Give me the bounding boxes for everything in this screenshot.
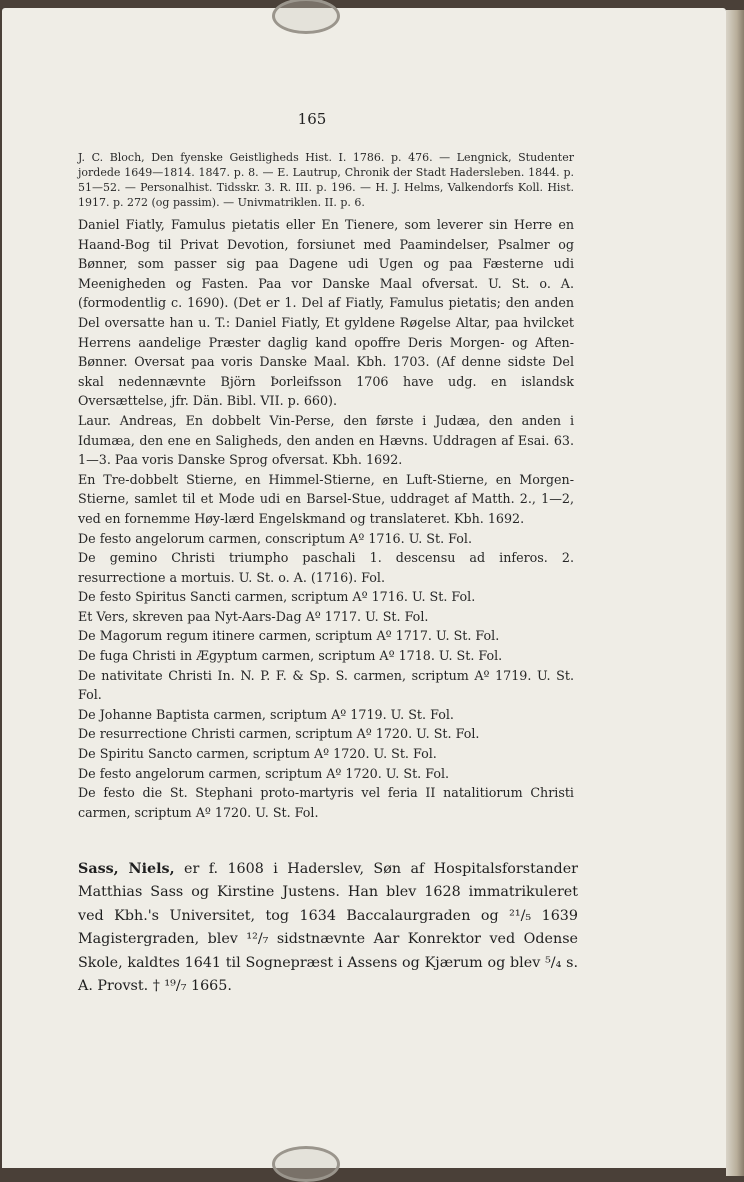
paragraph-text: De festo Spiritus Sancti carmen, scriptum Aº 1716. U. St. Fol. [78, 589, 476, 605]
paragraph-text: De gemino Christi triumpho paschali 1. descensu ad inferos. 2. resurrectione a mortuis. U. St. o. A. (1716). Fol. [78, 550, 574, 585]
references-block: J. C. Bloch, Den fyenske Geistligheds Hist. I. 1786. p. 476. — Lengnick, Studenter jordede 1649—1814. 1847. p. 8. — E. Lautrup, Chronik der Stadt Hadersleben. 1844. p. 51—52. — Personalhist. Tidsskr. 3. R. III. p. 196. — H. J. Helms, Valkendorfs Koll. Hist. 1917. p. 272 (og passim). — Univmatriklen. II. p. 6. [78, 151, 574, 209]
paragraph [78, 587, 574, 607]
paragraph-text: Daniel Fiatly, Famulus pietatis eller En Tienere, som leverer sin Herre en Haand-Bog til Privat Devotion, forsiunet med Paamindelser, Psalmer og Bønner, som passer sig paa Dagene udi Ugen og paa Fæsterne udi Meenigheden og Fasten. Paa vor Danske Maal ofversat. U. St. o. A. (formodentlig c. 1690). (Det er 1. Del af Fiatly, Famulus pietatis; den anden Del oversatte han u. T.: Daniel Fiatly, Et gyldene Røgelse Altar, paa hvilcket Herrens aandelige Præster daglig kand opoffre Deris Morgen- og Aften-Bønner. Oversat paa voris Danske Maal. Kbh. 1703. (Af denne sidste Del skal nedennævnte Björn Þorleifsson 1706 have udg. en islandsk Oversættelse, jfr. Dän. Bibl. VII. p. 660). [78, 217, 574, 409]
biography-name: Sass, Niels, [78, 861, 175, 877]
paragraph-text: En Tre-dobbelt Stierne, en Himmel-Stierne, en Luft-Stierne, en Morgen-Stierne, samlet til et Mode udi en Barsel-Stue, uddraget af Matth. 2., 1—2, ved en fornemme Høy-lærd Engelskmand og translateret. Kbh. 1692. [78, 471, 574, 526]
biography-entry [78, 858, 578, 998]
paragraph [78, 470, 574, 529]
paragraph-text: De Magorum regum itinere carmen, scriptum Aº 1717. U. St. Fol. [78, 628, 500, 644]
paragraph [78, 764, 574, 784]
paragraph [78, 626, 574, 646]
paragraph-text: De fuga Christi in Ægyptum carmen, scriptum Aº 1718. U. St. Fol. [78, 648, 503, 664]
paragraph [78, 666, 574, 705]
paragraph [78, 783, 574, 822]
paragraph-text: De resurrectione Christi carmen, scriptum Aº 1720. U. St. Fol. [78, 726, 480, 742]
book-page [2, 8, 726, 1168]
paragraph-text: De festo die St. Stephani proto-martyris vel feria II natalitiorum Christi carmen, scriptum Aº 1720. U. St. Fol. [78, 785, 574, 820]
paragraph [78, 607, 574, 627]
paragraph-text: De nativitate Christi In. N. P. F. & Sp. S. carmen, scriptum Aº 1719. U. St. Fol. [78, 667, 574, 703]
paragraph [78, 548, 574, 587]
paragraph-text: Laur. Andreas, En dobbelt Vin-Perse, den første i Judæa, den anden i Idumæa, den ene en Saligheds, den anden en Hævns. Uddragen af Esai. 63. 1—3. Paa voris Danske Sprog ofversat. Kbh. 1692. [78, 412, 574, 468]
paragraph [78, 744, 574, 764]
paragraph [78, 411, 574, 470]
paragraph [78, 215, 574, 411]
paragraph-text: De Spiritu Sancto carmen, scriptum Aº 1720. U. St. Fol. [78, 746, 437, 762]
paragraph-text: De festo angelorum carmen, conscriptum Aº 1716. U. St. Fol. [78, 530, 472, 546]
binder-clip-top [272, 0, 340, 34]
paragraph [78, 705, 574, 725]
paragraph [78, 646, 574, 666]
biography-text: er f. 1608 i Haderslev, Søn af Hospitalsforstander Matthias Sass og Kirstine Justens. Han blev 1628 immatrikuleret ved Kbh.'s Universitet, tog 1634 Baccalaurgraden og ²¹/₅ 1639 Magistergraden, blev ¹²/₇ sidstnævnte Aar Konrektor ved Odense Skole, kaldtes 1641 til Sognepræst i Assens og Kjærum og blev ⁵/₄ s. A. Provst. † ¹⁹/₇ 1665. [78, 861, 578, 995]
main-text [78, 215, 574, 822]
binder-clip-bottom [272, 1146, 340, 1182]
paragraph [78, 529, 574, 549]
page-number: 165 [297, 110, 327, 128]
page-edge [726, 10, 744, 1176]
paragraph-text: Et Vers, skreven paa Nyt-Aars-Dag Aº 1717. U. St. Fol. [78, 608, 429, 624]
paragraph [78, 724, 574, 744]
paragraph-text: De festo angelorum carmen, scriptum Aº 1720. U. St. Fol. [78, 765, 450, 781]
paragraph-text: De Johanne Baptista carmen, scriptum Aº 1719. U. St. Fol. [78, 706, 454, 722]
